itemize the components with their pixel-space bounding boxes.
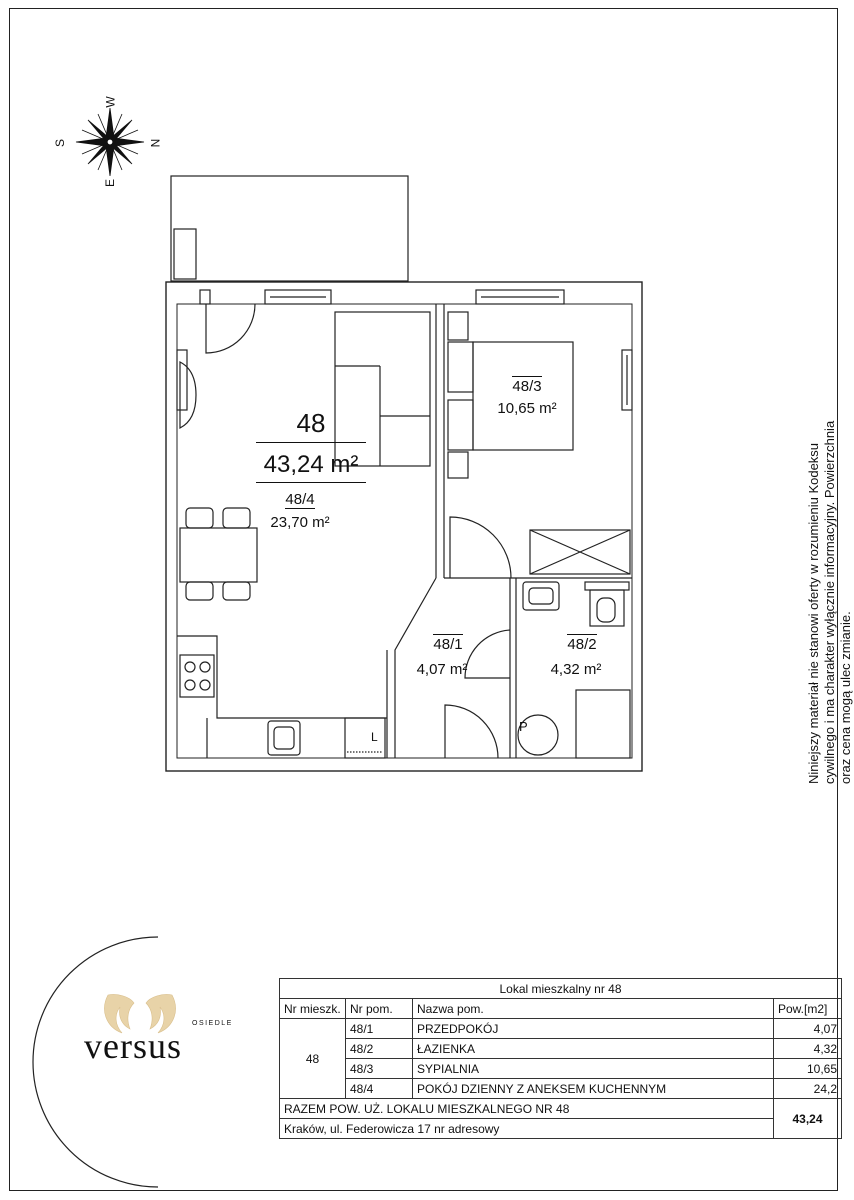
compass-s-label: S	[53, 138, 68, 148]
table-row	[280, 999, 842, 1019]
room-label-48-3: 48/3	[512, 378, 542, 395]
table-row	[280, 1039, 842, 1059]
compass-w-label: W	[103, 96, 118, 108]
room-area-cell: 24,2	[774, 1079, 842, 1099]
area-legend-table	[279, 978, 842, 1139]
room-name-cell: ŁAZIENKA	[413, 1039, 774, 1059]
table-row	[280, 1119, 842, 1139]
legend-title: Lokal mieszkalny nr 48	[280, 979, 842, 999]
compass-rose-icon	[76, 108, 144, 176]
apartment-divider	[256, 442, 366, 443]
room-area-48-4: 23,70 m²	[270, 514, 330, 531]
table-row	[280, 979, 842, 999]
room-no-cell: 48/1	[346, 1019, 413, 1039]
address-cell: Kraków, ul. Federowicza 17 nr adresowy	[280, 1119, 774, 1139]
room-area-48-1: 4,07 m²	[416, 661, 468, 678]
room-area-48-3: 10,65 m²	[497, 400, 557, 417]
compass-n-label: N	[148, 138, 163, 148]
room-name-cell: POKÓJ DZIENNY Z ANEKSEM KUCHENNYM	[413, 1079, 774, 1099]
fridge-mark: L	[371, 730, 378, 744]
room-no-cell: 48/3	[346, 1059, 413, 1079]
table-row	[280, 1059, 842, 1079]
boiler-mark: P	[519, 719, 528, 734]
apartment-area: 43,24 m²	[263, 451, 359, 478]
room-no-cell: 48/4	[346, 1079, 413, 1099]
total-value: 43,24	[774, 1099, 842, 1139]
header-room-name: Nazwa pom.	[413, 999, 774, 1019]
total-label: RAZEM POW. UŻ. LOKALU MIESZKALNEGO NR 48	[280, 1099, 774, 1119]
table-row	[280, 1079, 842, 1099]
room-area-cell: 4,32	[774, 1039, 842, 1059]
header-flat-no: Nr mieszk.	[280, 999, 346, 1019]
table-row	[280, 1019, 842, 1039]
room-label-48-2: 48/2	[567, 636, 597, 653]
header-area: Pow.[m2]	[774, 999, 842, 1019]
room-label-48-4: 48/4	[285, 491, 315, 508]
flat-number-cell: 48	[280, 1019, 346, 1099]
apartment-divider-lower	[256, 482, 366, 483]
header-room-no: Nr pom.	[346, 999, 413, 1019]
room-no-cell: 48/2	[346, 1039, 413, 1059]
compass-e-label: E	[103, 178, 118, 188]
table-row	[280, 1099, 842, 1119]
logo-big-text: versus	[84, 1026, 182, 1066]
room-area-cell: 10,65	[774, 1059, 842, 1079]
apartment-number: 48	[296, 408, 326, 438]
room-label-48-1: 48/1	[433, 636, 463, 653]
room-area-cell: 4,07	[774, 1019, 842, 1039]
room-name-cell: SYPIALNIA	[413, 1059, 774, 1079]
logo-small-text: OSIEDLE	[192, 1020, 233, 1027]
room-name-cell: PRZEDPOKÓJ	[413, 1019, 774, 1039]
disclaimer-note: Niniejszy materiał nie stanowi oferty w rozumieniu Kodeksu cywilnego i ma charakter wyłącznie informacyjny. Powierzchnia oraz cena mogą ulec zmianie.	[806, 420, 853, 784]
versus-logo	[60, 935, 280, 1195]
room-area-48-2: 4,32 m²	[550, 661, 602, 678]
